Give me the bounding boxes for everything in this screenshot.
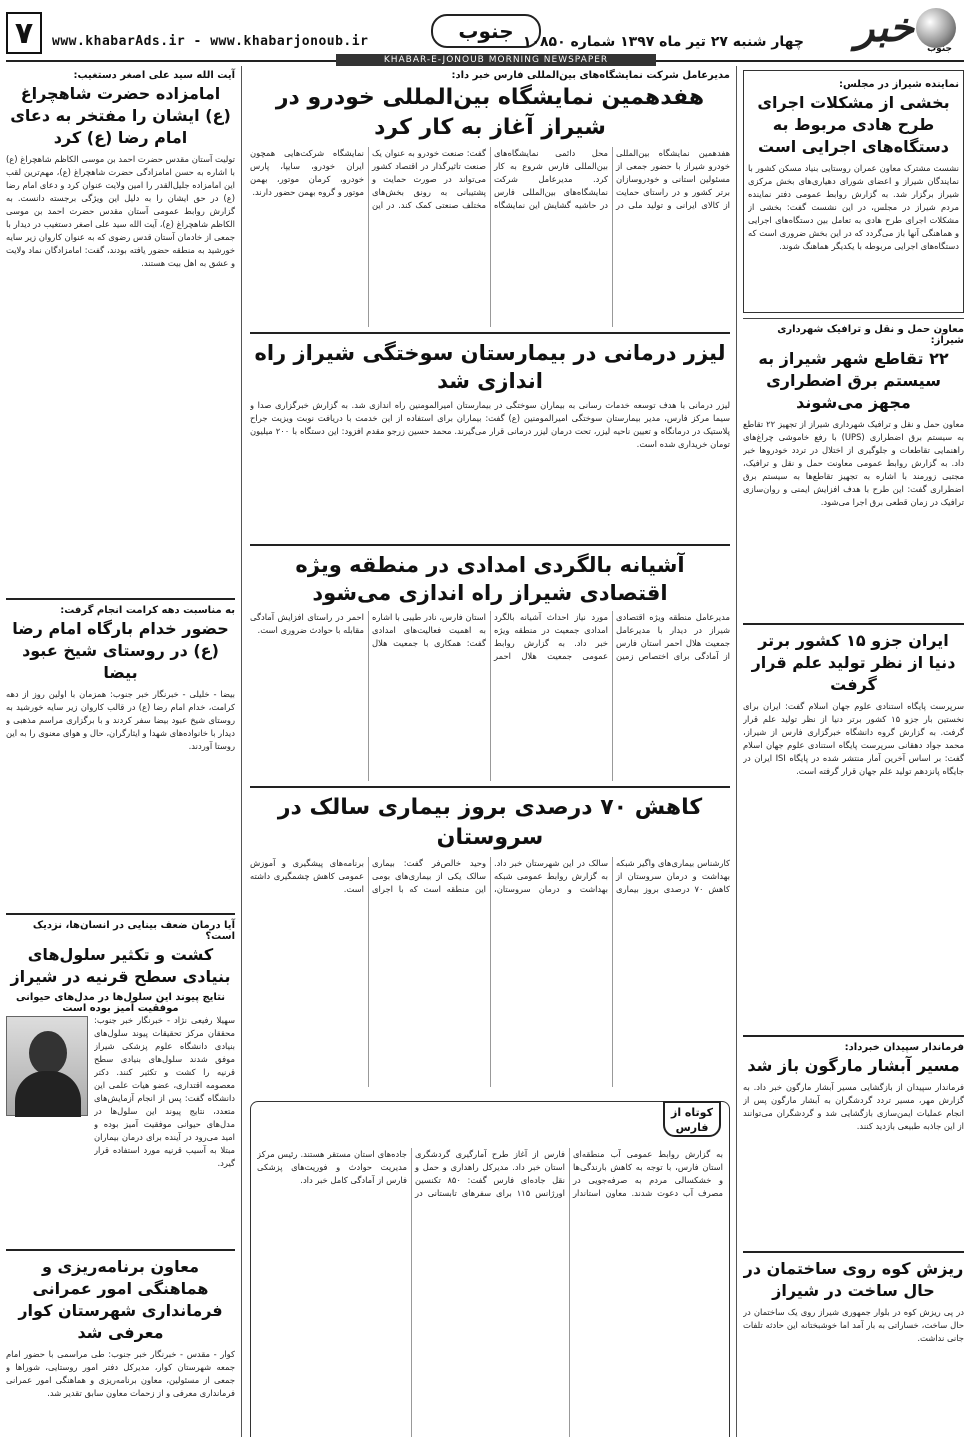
article-title: ایران جزو ۱۵ کشور برتر دنیا از نظر تولید علم قرار گرفت bbox=[751, 631, 956, 694]
issue-date: چهار شنبه ۲۷ تیر ماه ۱۳۹۷ شماره ۱۰۸۵۰ bbox=[522, 34, 804, 50]
article-ups-intersections bbox=[743, 324, 964, 618]
logo-subtitle: جنوب bbox=[927, 44, 952, 54]
article-title: مسیر آبشار مارگون باز شد bbox=[747, 1056, 960, 1075]
left-column bbox=[6, 66, 242, 1437]
article-body: کوار - مقدس - خبرنگار خبر جنوب: طی مراسمی با حضور امام جمعه شهرستان کوار، مدیرکل دفتر امور روستایی، شوراها و جمعی از مسئولین، معاون برنامه‌ریزی و هماهنگی امور عمرانی فرمانداری معرفی و از زحمات معاون سابق تقدیر شد. bbox=[6, 1349, 235, 1398]
article-body: سهیلا رفیعی نژاد - خبرنگار خبر جنوب: محققان مرکز تحقیقات پیوند سلول‌های بنیادی دانشگاه علوم پزشکی شیراز موفق شدند سلول‌های بنیادی سطح قرنیه را کشت و تکثیر کنند. دکتر معصومه اقتداری، عضو هیات علمی این دانشگاه گفت: پس از انجام آزمایش‌های متعدد، نتایج پیوند این سلول‌ها در مدل‌های حیوانی موفقیت آمیز بوده و امید می‌رود در آینده برای درمان بیماران مبتلا به آسیب قرنیه مورد استفاده قرار گیرد. bbox=[94, 1015, 235, 1168]
article-subtitle: نتایج پیوند این سلول‌ها در مدل‌های حیوانی موفقیت آمیز بوده است bbox=[15, 992, 226, 1014]
article-kicker: به مناسبت دهه کرامت انجام گرفت: bbox=[60, 605, 235, 616]
article-body: فرماندار سپیدان از بازگشایی مسیر آبشار مارگون خبر داد. به گزارش مهر، مسیر تردد گردشگران به آبشار مارگون پس از انجام عملیات ایمن‌سازی بازگشایی شد و گردشگران می‌توانند از این جاذبه طبیعی بازدید کنند. bbox=[743, 1082, 964, 1131]
article-body: هفدهمین نمایشگاه بین‌المللی خودرو شیراز با حضور جمعی از مسئولین استانی و خودروسازان برتر کشور و در راستای حمایت از کالای ایرانی و تولید ملی در محل دائمی نمایشگاه‌های بین‌المللی فارس شروع به کار کرد. مدیرعامل شرکت نمایشگاه‌های بین‌المللی فارس در حاشیه گشایش این نمایشگاه گفت: صنعت خودرو به عنوان یک صنعت تاثیرگذار در اقتصاد کشور می‌تواند در صورت حمایت و پشتیبانی به رونق بخش‌های مختلف صنعتی کمک کند. در این نمایشگاه شرکت‌هایی همچون ایران خودرو، سایپا، پارس خودرو، کرمان موتور، بهمن موتور و گروه بهمن حضور دارند. bbox=[250, 148, 730, 210]
article-shahcheragh bbox=[6, 70, 235, 593]
article-body: نشست مشترک معاون عمران روستایی بنیاد مسکن کشور با نمایندگان شیراز و اعضای شورای دهیاری‌های بخش مرکزی شیراز برگزار شد. به گزارش روابط عمومی دفتر نماینده مردم شیراز در مجلس، در این نشست گفت: بخشی از مشکلات اجرای طرح هادی به تعامل بین دستگاه‌های اجرایی و هماهنگی آنها باز می‌گردد که در این بخش ضروری است که دستگاه‌های اجرایی مربوطه با یکدیگر هماهنگ شوند. bbox=[748, 163, 959, 251]
article-car-expo bbox=[250, 70, 730, 327]
tagline: KHABAR-E-JONOUB MORNING NEWSPAPER bbox=[336, 54, 656, 66]
article-kicker: فرماندار سپیدان خبرداد: bbox=[844, 1042, 964, 1053]
article-body: در پی ریزش کوه در بلوار جمهوری شیراز روی یک ساختمان در حال ساخت، خساراتی به بار آمد اما خوشبختانه این حادثه تلفات جانی نداشت. bbox=[743, 1307, 964, 1343]
article-title: کشت و تکثیر سلول‌های بنیادی سطح قرنیه در شیراز bbox=[10, 945, 231, 986]
middle-column bbox=[250, 66, 730, 1437]
masthead bbox=[6, 4, 964, 65]
article-tarh-hadi bbox=[743, 70, 964, 313]
article-title: هفدهمین نمایشگاه بین‌المللی خودرو در شیراز آغاز به کار کرد bbox=[275, 85, 705, 140]
article-landslide bbox=[743, 1258, 964, 1396]
article-kicker: آیا درمان ضعف بینایی در انسان‌ها، نزدیک است؟ bbox=[32, 920, 235, 942]
article-title: کاهش ۷۰ درصدی بروز بیماری سالک در سروستان bbox=[277, 795, 703, 850]
article-title: معاون برنامه‌ریزی و هماهنگی امور عمرانی فرمانداری شهرستان کوار معرفی شد bbox=[18, 1257, 223, 1342]
article-science-rank bbox=[743, 630, 964, 1030]
article-khodam-bayza bbox=[6, 605, 235, 908]
reporter-photo bbox=[6, 1016, 88, 1116]
article-kicker: نماینده شیراز در مجلس: bbox=[839, 79, 959, 90]
logo-text: خبر bbox=[855, 4, 914, 51]
article-laser-therapy bbox=[250, 339, 730, 539]
globe-icon bbox=[916, 8, 956, 48]
page-number: ۷ bbox=[6, 12, 42, 54]
article-body: سرپرست پایگاه استنادی علوم جهان اسلام گفت: ایران برای نخستین بار جزو ۱۵ کشور برتر دنیا از نظر تولید علم قرار گرفت. به گزارش گروه دانشگاه خبرگزاری فارس از شیراز، محمد جواد دهقانی سرپرست پایگاه استنادی علوم جهان اسلام گفت: بر اساس آخرین آمار منتشر شده در پایگاه ISI ایران در جایگاه پانزدهم تولید علم جهان قرار گرفته است. bbox=[743, 701, 964, 776]
article-title: امامزاده حضرت شاهچراغ (ع) ایشان را مفتخر به دعای امام رضا (ع) کرد bbox=[10, 84, 231, 147]
article-body: لیزر درمانی با هدف توسعه خدمات رسانی به بیماران سوختگی در بیمارستان امیرالمومنین راه اندازی شد. به گزارش خبرگزاری صدا و سیما مرکز فارس، مدیر بیمارستان سوختگی امیرالمومنین (ع) گفت: بیماران برای استفاده از این خدمت با دریافت نوبت ویزیت جراح پلاستیک در درمانگاه و تعیین ناحیه لیزر، تحت درمان لیزر درمانی قرار می‌گیرند. محمد حسین زرجو مقدم افزود: این دستگاه با ۲۰۰ میلیون تومان خریداری شده است. bbox=[250, 400, 730, 449]
article-title: ۲۲ تقاطع شهر شیراز به سیستم برق اضطراری مجهز می‌شوند bbox=[758, 349, 949, 412]
article-body: بیضا - خلیلی - خبرنگار خبر جنوب: همزمان با اولین روز از دهه کرامت، خدام امام رضا (ع) در قالب کاروان زیر سایه خورشید به روستای شیخ عبود بیضا سفر کردند و با برگزاری مراسم مذهبی و دیدار با خانواده‌های شهدا و ایثارگران، حال و هوای معنوی را به این روستا آوردند. bbox=[6, 689, 235, 751]
article-title: حضور خدام بارگاه امام رضا (ع) در روستای شیخ عبود بیضا bbox=[12, 619, 229, 682]
article-helipad bbox=[250, 551, 730, 781]
article-margoon bbox=[743, 1042, 964, 1246]
article-body: تولیت آستان مقدس حضرت احمد بن موسی الکاظم شاهچراغ (ع) با اشاره به حسن امامزادگی حضرت شاهچراغ (ع)، مهم‌ترین لقب این امامزاده جلیل‌القدر را امین ولایت عنوان کرد و دعای امام رضا (ع) در حق ایشان را به دلیل این ویژگی برجسته دانست. به گزارش روابط عمومی آستان مقدس حضرت احمد بن موسی الکاظم شاهچراغ (ع)، آیت الله سید علی اصغر دستغیب در دیدار با جمعی از خادمان آستان قدس رضوی که به عنوان کاروان زیر سایه خورشید به منطقه حضور یافته بودند، گفت: امامزادگان نماد ولایت و عشق به اهل بیت هستند. bbox=[6, 154, 235, 268]
article-salak bbox=[250, 793, 730, 1087]
short-news-box bbox=[250, 1101, 730, 1437]
article-title: آشیانه بالگردی امدادی در منطقه ویژه اقتصادی شیراز راه اندازی می‌شود bbox=[295, 553, 685, 605]
section-name: جنوب bbox=[431, 14, 541, 48]
short-news-body: به گزارش روابط عمومی آب منطقه‌ای استان فارس، با توجه به کاهش بارندگی‌ها و خشکسالی مردم به صرفه‌جویی در مصرف آب دعوت شدند. معاون استاندار فارس از آغاز طرح آمارگیری گردشگری استان خبر داد. مدیرکل راهداری و حمل و نقل جاده‌ای فارس گفت: ۸۵۰ تکنسین اورژانس ۱۱۵ برای سفرهای تابستانی در جاده‌های استان مستقر هستند. رئیس مرکز مدیریت حوادث و فوریت‌های پزشکی فارس از آمادگی کامل خبر داد. bbox=[257, 1149, 723, 1198]
article-body: مدیرعامل منطقه ویژه اقتصادی شیراز در دیدار با مدیرعامل جمعیت هلال احمر استان فارس از آمادگی برای اختصاص زمین مورد نیاز احداث آشیانه بالگرد امدادی جمعیت در منطقه ویژه خبر داد. به گزارش روابط عمومی جمعیت هلال احمر استان فارس، نادر طیبی با اشاره به اهمیت فعالیت‌های امدادی گفت: همکاری با جمعیت هلال احمر در راستای افزایش آمادگی مقابله با حوادث ضروری است. bbox=[250, 612, 730, 661]
article-kavar-deputy bbox=[6, 1256, 235, 1418]
article-title: لیزر درمانی در بیمارستان سوختگی شیراز راه اندازی شد bbox=[254, 341, 726, 393]
article-body: کارشناس بیماری‌های واگیر شبکه بهداشت و درمان سروستان از کاهش ۷۰ درصدی بروز بیماری سالک در این شهرستان خبر داد. به گزارش روابط عمومی شبکه بهداشت و درمان سروستان، وحید خالص‌فر گفت: بیماری سالک یکی از بیماری‌های بومی این منطقه است که با اجرای برنامه‌های پیشگیری و آموزش عمومی کاهش چشمگیری داشته است. bbox=[250, 858, 730, 894]
short-news-badge: کوتاه از فارس bbox=[663, 1101, 721, 1137]
article-body: معاون حمل و نقل و ترافیک شهرداری شیراز از تجهیز ۲۲ تقاطع به سیستم برق اضطراری (UPS) با رفع خاموشی چراغ‌های راهنمایی تقاطعات و جلوگیری از اختلال در تردد خودروها خبر داد. به گزارش روابط عمومی معاونت حمل و نقل و ترافیک، مجتبی زورمند با اشاره به تجهیز تقاطع‌ها به سیستم برق اضطراری گفت: این طرح با هدف افزایش ایمنی و روان‌سازی ترافیک در زمان قطعی برق اجرا می‌شود. bbox=[743, 419, 964, 507]
site-url[interactable]: www.khabarAds.ir - www.khabarjonoub.ir bbox=[52, 34, 369, 49]
article-stem-cells bbox=[6, 920, 235, 1244]
article-kicker: آیت الله سید علی اصغر دستغیب: bbox=[73, 70, 235, 81]
article-title: ریزش کوه روی ساختمان در حال ساخت در شیراز bbox=[743, 1259, 964, 1300]
article-title: بخشی از مشکلات اجرای طرح هادی مربوط به دستگاه‌های اجرایی است bbox=[757, 93, 950, 156]
logo bbox=[812, 4, 962, 58]
article-kicker: معاون حمل و نقل و ترافیک شهرداری شیراز: bbox=[777, 324, 964, 346]
article-kicker: مدیرعامل شرکت نمایشگاه‌های بین‌المللی فارس خبر داد: bbox=[451, 70, 730, 81]
right-column bbox=[736, 66, 964, 1437]
